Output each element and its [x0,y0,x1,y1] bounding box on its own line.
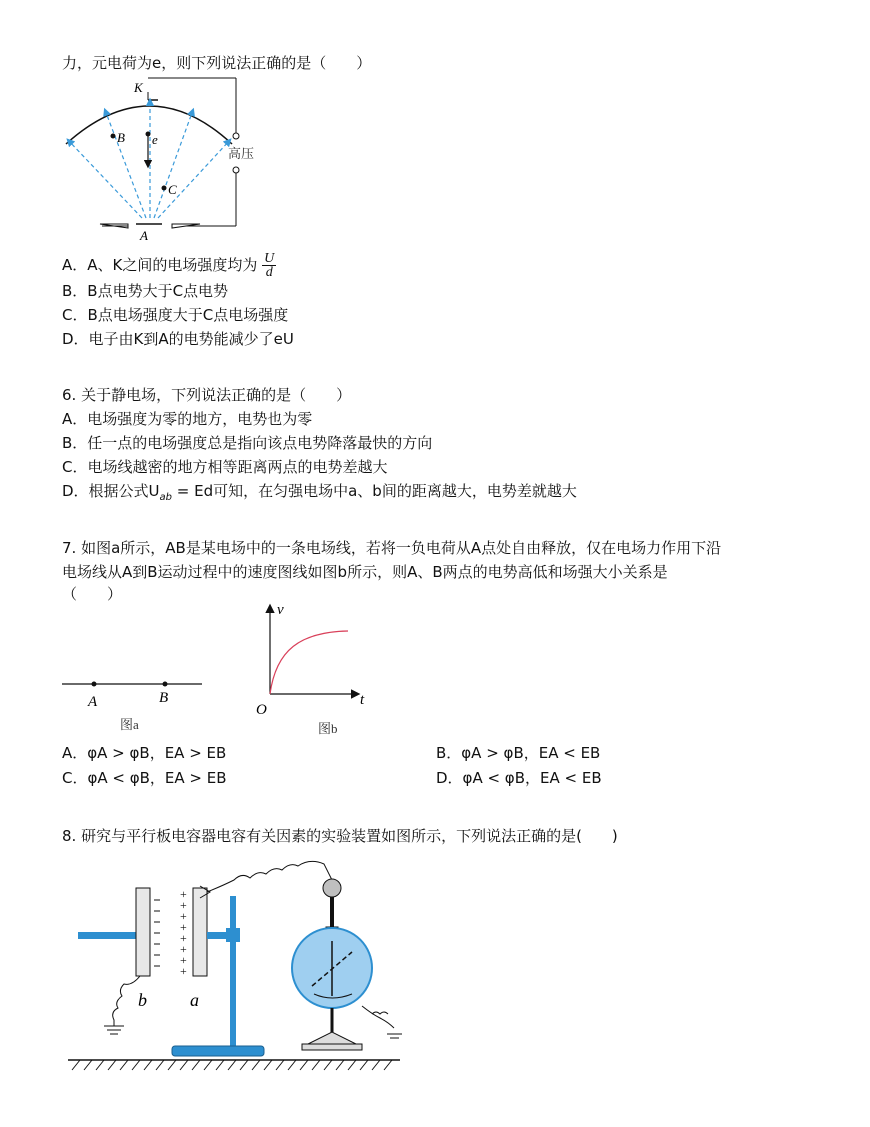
q7-option-c: C．φA < φB，EA > EB [62,769,227,787]
q8-apparatus-figure [62,856,407,1076]
q5-label-K: K [134,80,143,95]
q6-option-d: D．根据公式$U_{ab} = Ed$可知，在匀强电场中a、b间的距离越大，电势差就越大 [62,482,577,503]
q5-label-e: e [152,132,158,147]
svg-text:+: + [180,964,187,978]
q5-option-c: C．B点电场强度大于C点电场强度 [62,306,289,324]
q7b-label-v: v [277,602,284,618]
q5-label-hv: 高压 [228,146,255,161]
q5-figure [60,78,280,248]
q7-option-b: B．φA > φB，EA < EB [436,744,601,762]
q8-label-b: b [138,990,147,1010]
svg-text:+: + [180,898,187,912]
q6-option-c: C．电场线越密的地方相等距离两点的电势差越大 [62,458,388,476]
q7a-caption: 图a [120,717,139,732]
q7b-label-t: t [360,692,365,708]
q6-option-a: A．电场强度为零的地方，电势也为零 [62,410,313,428]
q5-label-B: B [117,130,125,145]
q5-stem: 力，元电荷为e，则下列说法正确的是（ ） [62,54,372,72]
q8-label-a: a [190,990,199,1010]
svg-text:+: + [180,887,187,901]
q5-option-a: A．A、K之间的电场强度均为 $\frac{U}{d}$ [62,251,275,280]
q7-option-a: A．φA > φB，EA > EB [62,744,227,762]
q7-option-d: D．φA < φB，EA < EB [436,769,602,787]
q6-option-b: B．任一点的电场强度总是指向该点电势降落最快的方向 [62,434,433,452]
q7a-label-A: A [88,694,98,710]
q6-stem: 6. 关于静电场，下列说法正确的是（ ） [62,386,352,404]
q7-figure-b [250,600,380,740]
q7-stem-line1: 7. 如图a所示，AB是某电场中的一条电场线，若将一负电荷从A点处自由释放，仅在电场力作用下沿 [62,539,722,557]
q5-option-b: B．B点电势大于C点电势 [62,282,229,300]
q5-label-A: A [140,228,148,243]
svg-text:+: + [180,931,187,945]
q5-fraction: $\frac{U}{d}$ [264,251,275,280]
svg-text:+: + [180,920,187,934]
q7-stem-line3: （ ） [62,585,123,603]
q7b-caption: 图b [318,721,338,736]
q5-option-d: D．电子由K到A的电势能减少了eU [62,330,294,348]
q7-stem-line2: 电场线从A到B运动过程中的速度图线如图b所示，则A、B两点的电势高低和场强大小关系是 [62,563,668,581]
q7-figure-a [62,672,212,742]
q5-label-C: C [168,182,177,197]
svg-text:+: + [180,909,187,923]
q7b-label-O: O [256,702,267,718]
q8-stem: 8. 研究与平行板电容器电容有关因素的实验装置如图所示，下列说法正确的是( ) [62,827,618,845]
svg-text:+: + [180,953,187,967]
svg-text:+: + [180,942,187,956]
q7a-label-B: B [159,690,169,706]
